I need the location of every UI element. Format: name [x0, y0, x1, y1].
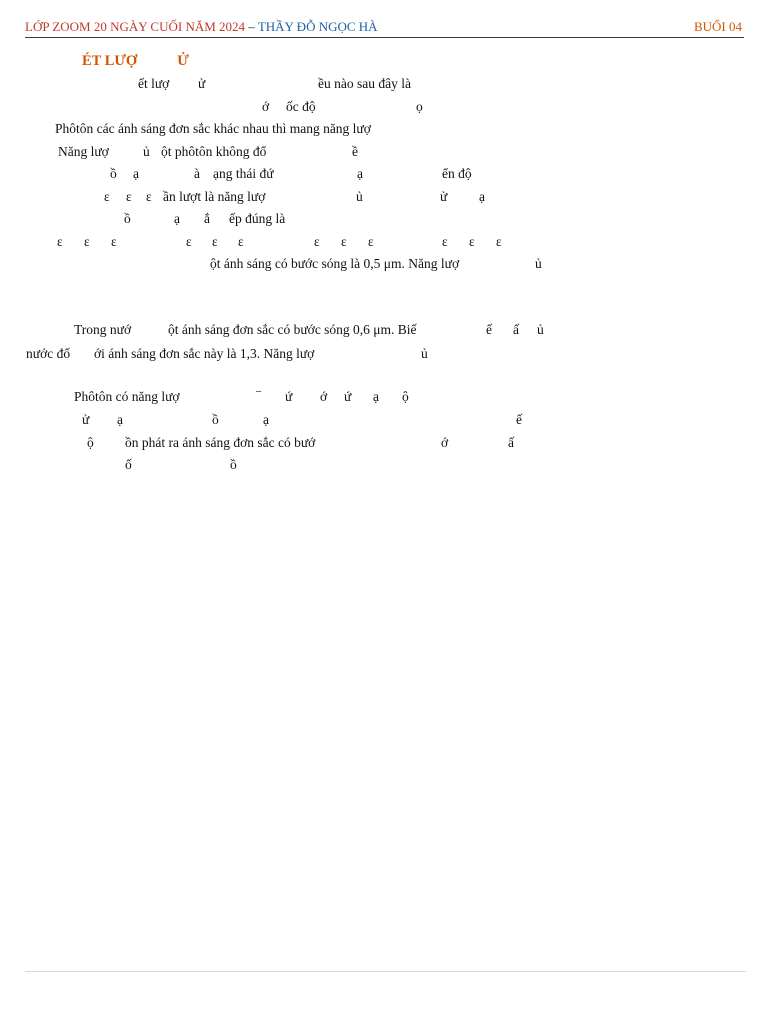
q5-text-10: ồ — [212, 412, 219, 427]
q5-text-17: ố — [125, 457, 132, 472]
q2-option-c-symbol-2: ε — [341, 234, 347, 249]
q2-option-a-symbol-2: ε — [84, 234, 90, 249]
q2-text-3: à — [194, 166, 200, 181]
q5-text-4: ớ — [320, 389, 328, 404]
q4-text-3: ế — [486, 322, 492, 337]
q2-text-11: ồ — [124, 211, 131, 226]
footer-divider — [25, 971, 746, 972]
q5-text-3: ứ — [285, 389, 293, 404]
q1-option-c-2: ủ — [143, 144, 150, 159]
q5-text-7: ộ — [402, 389, 409, 404]
q2-option-b-symbol-2: ε — [212, 234, 218, 249]
q4-text-1: Trong nướ — [74, 322, 132, 337]
q5-text-1: Phôtôn có năng lượ — [74, 389, 180, 404]
q2-text-6: ển độ — [442, 166, 472, 181]
q2-option-a-symbol-1: ε — [57, 234, 63, 249]
q5-text-2: ⁻ — [255, 386, 263, 401]
q2-text-10: ạ — [479, 189, 485, 204]
q5-text-6: ạ — [373, 389, 379, 404]
q2-text-1: ồ — [110, 166, 117, 181]
q2-option-a-symbol-3: ε — [111, 234, 117, 249]
q4-text-5: ủ — [537, 322, 544, 337]
q2-symbol-2: ε — [126, 189, 132, 204]
course-title — [25, 18, 378, 36]
q2-option-c-symbol-1: ε — [314, 234, 320, 249]
q1-option-a-3: ọ — [416, 99, 423, 114]
q5-text-12: ế — [516, 412, 522, 427]
q2-option-b-symbol-1: ε — [186, 234, 192, 249]
section-title-part-1: ÉT LƯỢ — [82, 53, 138, 69]
q2-text-2: ạ — [133, 166, 139, 181]
q2-text-14: ếp đúng là — [229, 211, 286, 226]
q1-option-c-3: ột phôtôn không đổ — [161, 144, 267, 159]
q4-text-7: ới ánh sáng đơn sắc này là 1,3. Năng lượ — [94, 346, 315, 361]
q5-text-11: ạ — [263, 412, 269, 427]
section-title-part-2: Ử — [177, 53, 189, 69]
q2-text-8: ủ — [356, 189, 363, 204]
page-header — [25, 17, 744, 38]
q2-text-9: ử — [440, 189, 448, 204]
q4-text-2: ột ánh sáng đơn sắc có bước sóng 0,6 μm. Biế — [168, 322, 417, 337]
q2-text-13: ắ — [204, 211, 210, 226]
course-name: LỚP ZOOM 20 NGÀY CUỐI NĂM 2024 — [25, 19, 246, 34]
q2-option-b-symbol-3: ε — [238, 234, 244, 249]
session-label: BUỔI 04 — [693, 19, 742, 34]
q1-text-3: ều nào sau đây là — [318, 76, 411, 91]
q2-option-c-symbol-3: ε — [368, 234, 374, 249]
q1-option-a-1: ớ — [262, 99, 270, 114]
q2-text-5: ạ — [357, 166, 363, 181]
q5-text-18: ồ — [230, 457, 237, 472]
q5-text-13: ộ — [87, 435, 94, 450]
q4-text-6: nước đố — [26, 346, 71, 361]
q2-text-12: ạ — [174, 211, 180, 226]
q1-option-c-4: ề — [352, 144, 358, 159]
q5-text-8: ử — [82, 412, 90, 427]
q2-option-d-symbol-1: ε — [442, 234, 448, 249]
q1-text-1: ết lượ — [138, 76, 170, 91]
q2-option-d-symbol-3: ε — [496, 234, 502, 249]
header-separator: – — [245, 19, 258, 34]
q2-option-d-symbol-2: ε — [469, 234, 475, 249]
q5-text-5: ứ — [344, 389, 352, 404]
section-title — [82, 53, 189, 70]
q5-text-16: ấ — [508, 435, 514, 450]
teacher-name: THẦY ĐỖ NGỌC HÀ — [257, 19, 378, 34]
q5-text-9: ạ — [117, 412, 123, 427]
q1-text-2: ử — [198, 76, 206, 91]
q2-text-4: ạng thái đứ — [213, 166, 274, 181]
q4-text-8: ủ — [421, 346, 428, 361]
q3-text-1: ột ánh sáng có bước sóng là 0,5 μm. Năng lượ — [210, 256, 460, 271]
q1-option-c-1: Năng lượ — [58, 144, 109, 159]
q3-text-2: ủ — [535, 256, 542, 271]
q2-text-7: ần lượt là năng lượ — [163, 189, 266, 204]
q5-text-15: ớ — [441, 435, 449, 450]
q4-text-4: ấ — [513, 322, 519, 337]
q2-symbol-3: ε — [146, 189, 152, 204]
q1-option-b: Phôtôn các ánh sáng đơn sắc khác nhau thì mang năng lượ — [55, 121, 371, 136]
q5-text-14: ồn phát ra ánh sáng đơn sắc có bướ — [125, 435, 316, 450]
q1-option-a-2: ốc độ — [286, 99, 316, 114]
q2-symbol-1: ε — [104, 189, 110, 204]
